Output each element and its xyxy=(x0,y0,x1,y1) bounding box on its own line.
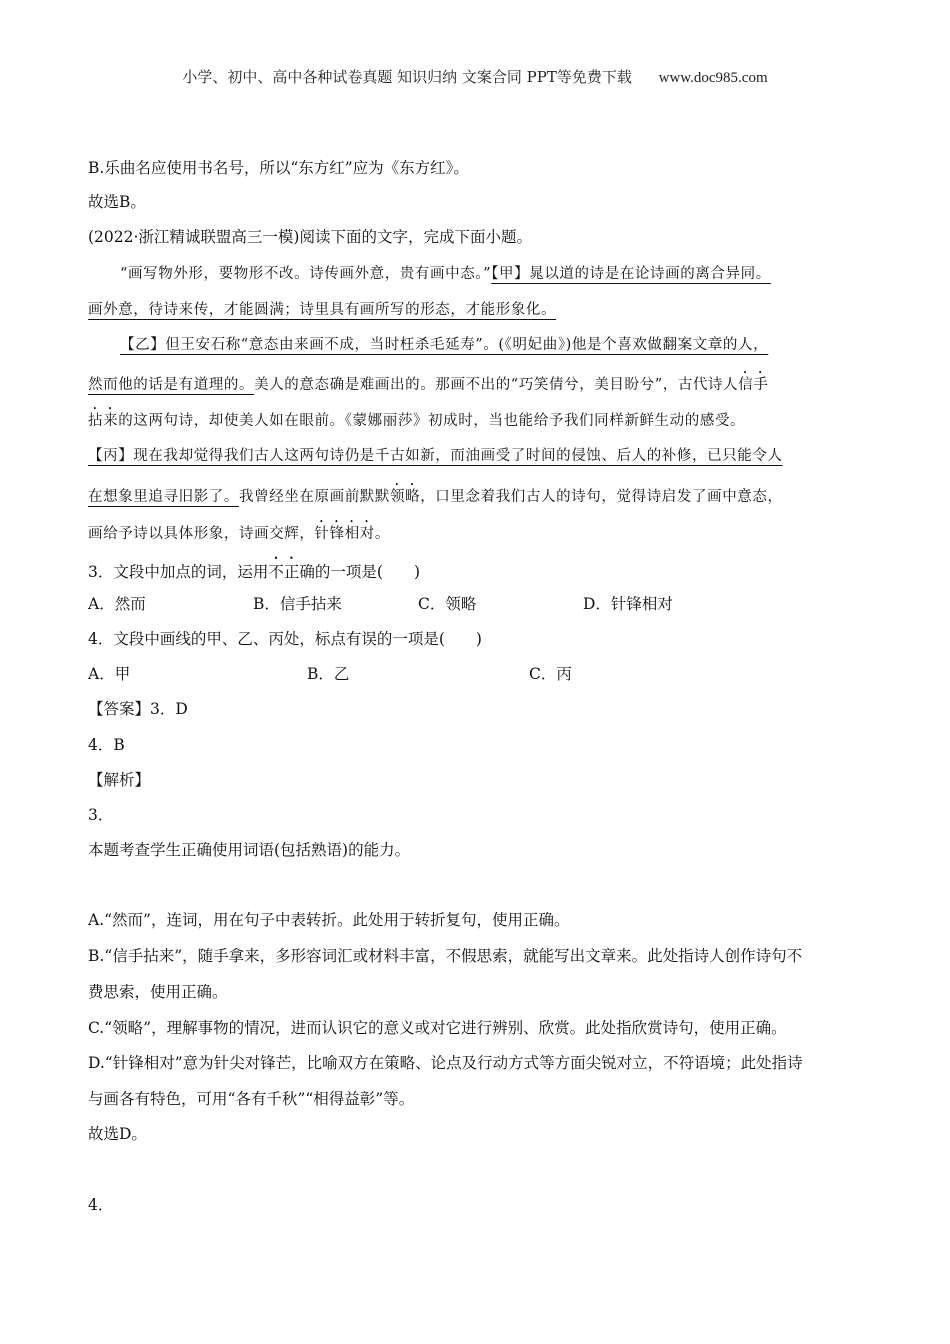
text-line: 故选B。 xyxy=(88,193,146,211)
option-d: D．针锋相对 xyxy=(583,595,673,613)
passage-text: 美人的意态确是难画出的。那画不出的“巧笑倩兮，美目盼兮”，古代诗人 xyxy=(254,377,739,393)
analysis-text: B.“信手拈来”，随手拿来，多形容词汇或材料丰富，不假思索，就能写出文章来。此处指诗人创作诗句不 xyxy=(88,947,803,965)
option-a: A．甲 xyxy=(88,665,131,683)
underlined-bing: 在想象里追寻旧影了。 xyxy=(88,489,239,505)
option-c: C．丙 xyxy=(529,665,572,683)
dotted-word: 拈来 xyxy=(88,413,119,429)
header-text: 小学、初中、高中各种试卷真题 知识归纳 文案合同 PPT等免费下载 xyxy=(182,68,632,86)
question-text: 确的一项是( ) xyxy=(299,563,420,581)
passage-line xyxy=(88,262,771,283)
analysis-heading: 【解析】 xyxy=(88,771,151,789)
underlined-yi: 【乙】但王安石称“意态由来画不成，当时枉杀毛延寿”。(《明妃曲》)他是个喜欢做翻案文章的人， xyxy=(120,337,769,353)
option-a: A．然而 xyxy=(88,595,146,613)
option-c: C．领略 xyxy=(418,595,477,613)
option-b: B．乙 xyxy=(307,665,350,683)
passage-line xyxy=(88,369,768,394)
passage-line xyxy=(88,518,390,543)
analysis-text: C.“领略”，理解事物的情况，进而认识它的意义或对它进行辨别、欣赏。此处指欣赏诗句，使用正确。 xyxy=(88,1019,787,1037)
question-4-options xyxy=(88,662,572,684)
passage-line xyxy=(88,333,768,354)
passage-line xyxy=(88,405,745,430)
text-line: B.乐曲名应使用书名号，所以“东方红”应为《东方红》。 xyxy=(88,159,469,177)
passage-line xyxy=(88,481,783,506)
analysis-text: D.“针锋相对”意为针尖对锋芒，比喻双方在策略、论点及行动方式等方面尖锐对立，不符语境；此处指诗 xyxy=(88,1054,803,1072)
answer-line: 【答案】3．D xyxy=(88,700,188,718)
dotted-word: 信手 xyxy=(738,377,769,393)
analysis-text: 与画各有特色，可用“各有千秋”“相得益彰”等。 xyxy=(88,1090,415,1108)
passage-text: ，口里念着我们古人的诗句，觉得诗启发了画中意态， xyxy=(420,489,783,505)
passage-line xyxy=(88,444,783,465)
underlined-yi: 然而他的话是有道理的。 xyxy=(88,377,255,393)
analysis-text: 故选D。 xyxy=(88,1125,147,1143)
question-4: 4．文段中画线的甲、乙、丙处，标点有误的一项是( ) xyxy=(88,630,482,648)
underlined-bing: 【丙】现在我却觉得我们古人这两句诗仍是千古如新，而油画受了时间的侵蚀、后人的补修，已只能令人 xyxy=(88,448,783,464)
analysis-text: A.“然而”，连词，用在句子中表转折。此处用于转折复句，使用正确。 xyxy=(88,911,570,929)
underlined-jia: 【甲】晁以道的诗是在论诗画的离合异同。 xyxy=(491,266,771,282)
text-line: (2022·浙江精诚联盟高三一模)阅读下面的文字，完成下面小题。 xyxy=(88,228,532,246)
passage-line xyxy=(88,298,556,319)
question-3 xyxy=(88,554,420,582)
option-b: B．信手拈来 xyxy=(253,595,342,613)
header-url[interactable]: www.doc985.com xyxy=(658,70,768,86)
analysis-text: 本题考查学生正确使用词语(包括熟语)的能力。 xyxy=(88,841,411,859)
passage-text: 的这两句诗，却使美人如在眼前。《蒙娜丽莎》初成时，当也能给予我们同样新鲜生动的感受。 xyxy=(118,413,746,429)
page-header xyxy=(0,66,950,87)
passage-text: 画给予诗以具体形象，诗画交辉， xyxy=(88,526,315,542)
dotted-word: 领略 xyxy=(390,489,421,505)
answer-line: 4．B xyxy=(88,736,125,754)
passage-text: 我曾经坐在原画前默默 xyxy=(239,489,390,505)
analysis-number: 3． xyxy=(88,806,114,824)
underlined-jia: 画外意，待诗来传，才能圆满；诗里具有画所写的形态，才能形象化。 xyxy=(88,302,557,318)
analysis-number: 4． xyxy=(88,1196,114,1214)
dotted-word: 不正 xyxy=(268,563,300,581)
question-text: 3．文段中加点的词，运用 xyxy=(88,563,269,581)
passage-text: “画写物外形，要物形不改。诗传画外意，贵有画中态。” xyxy=(120,266,492,282)
analysis-text: 费思索，使用正确。 xyxy=(88,983,228,1001)
passage-text: 。 xyxy=(374,526,391,542)
dotted-word: 针锋相对 xyxy=(314,526,375,542)
question-3-options xyxy=(88,592,673,614)
